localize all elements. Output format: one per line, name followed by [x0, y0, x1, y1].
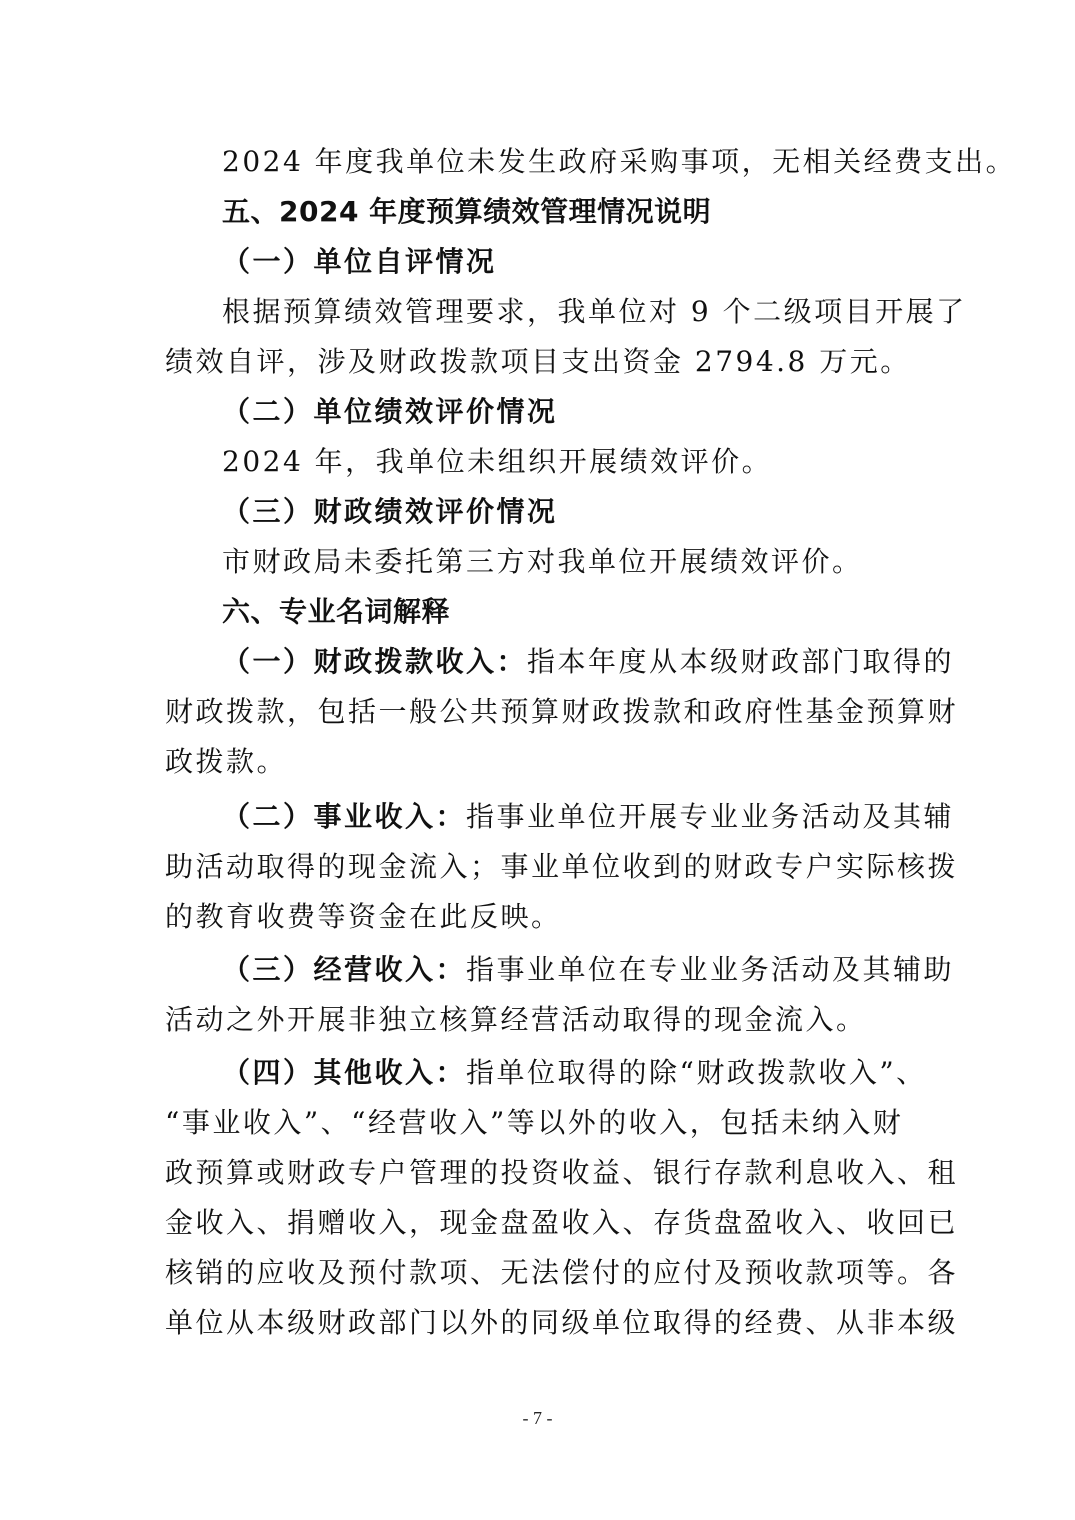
- definition-line: 活动之外开展非独立核算经营活动取得的现金流入。: [165, 1003, 867, 1036]
- paragraph-self-eval-2: 绩效自评，涉及财政拨款项目支出资金 2794.8 万元。: [165, 345, 911, 378]
- definition-line: 政拨款。: [165, 745, 288, 778]
- section-heading-5: 五、2024 年度预算绩效管理情况说明: [222, 195, 712, 228]
- definition-text: 指单位取得的除“财政拨款收入”、: [466, 1056, 927, 1089]
- subheading-self-evaluation: （一）单位自评情况: [222, 245, 497, 278]
- definition-operating-income: [222, 950, 982, 990]
- definition-text: 指本年度从本级财政部门取得的: [527, 645, 955, 678]
- paragraph-procurement: 2024 年度我单位未发生政府采购事项，无相关经费支出。: [222, 145, 1017, 178]
- term-label: （三）经营收入：: [222, 953, 467, 986]
- term-label: （四）其他收入：: [222, 1056, 467, 1089]
- term-label: （二）事业收入：: [222, 800, 467, 833]
- page-number: - 7 -: [522, 1408, 553, 1428]
- definition-line: 单位从本级财政部门以外的同级单位取得的经费、从非本级: [165, 1306, 959, 1339]
- term-label: （一）财政拨款收入：: [222, 645, 528, 678]
- definition-line: 助活动取得的现金流入；事业单位收到的财政专户实际核拨: [165, 850, 959, 883]
- paragraph-unit-eval: 2024 年，我单位未组织开展绩效评价。: [222, 445, 773, 478]
- definition-line: 的教育收费等资金在此反映。: [165, 900, 562, 933]
- paragraph-self-eval-1: 根据预算绩效管理要求，我单位对 9 个二级项目开展了: [222, 295, 967, 328]
- section-heading-6: 六、专业名词解释: [222, 595, 451, 628]
- definition-line: 核销的应收及预付款项、无法偿付的应付及预收款项等。各: [165, 1256, 959, 1289]
- definition-business-income: [222, 797, 982, 837]
- definition-text: 指事业单位在专业业务活动及其辅助: [466, 953, 955, 986]
- definition-fiscal-appropriation: [222, 642, 982, 682]
- definition-line: 金收入、捐赠收入，现金盘盈收入、存货盘盈收入、收回已: [165, 1206, 959, 1239]
- subheading-finance-evaluation: （三）财政绩效评价情况: [222, 495, 558, 528]
- definition-line: “事业收入”、“经营收入”等以外的收入，包括未纳入财: [165, 1106, 904, 1139]
- definition-line: 财政拨款，包括一般公共预算财政拨款和政府性基金预算财: [165, 695, 959, 728]
- subheading-unit-evaluation: （二）单位绩效评价情况: [222, 395, 558, 428]
- definition-text: 指事业单位开展专业业务活动及其辅: [466, 800, 955, 833]
- definition-line: 政预算或财政专户管理的投资收益、银行存款利息收入、租: [165, 1156, 959, 1189]
- paragraph-finance-eval: 市财政局未委托第三方对我单位开展绩效评价。: [222, 545, 863, 578]
- definition-other-income: [222, 1053, 982, 1093]
